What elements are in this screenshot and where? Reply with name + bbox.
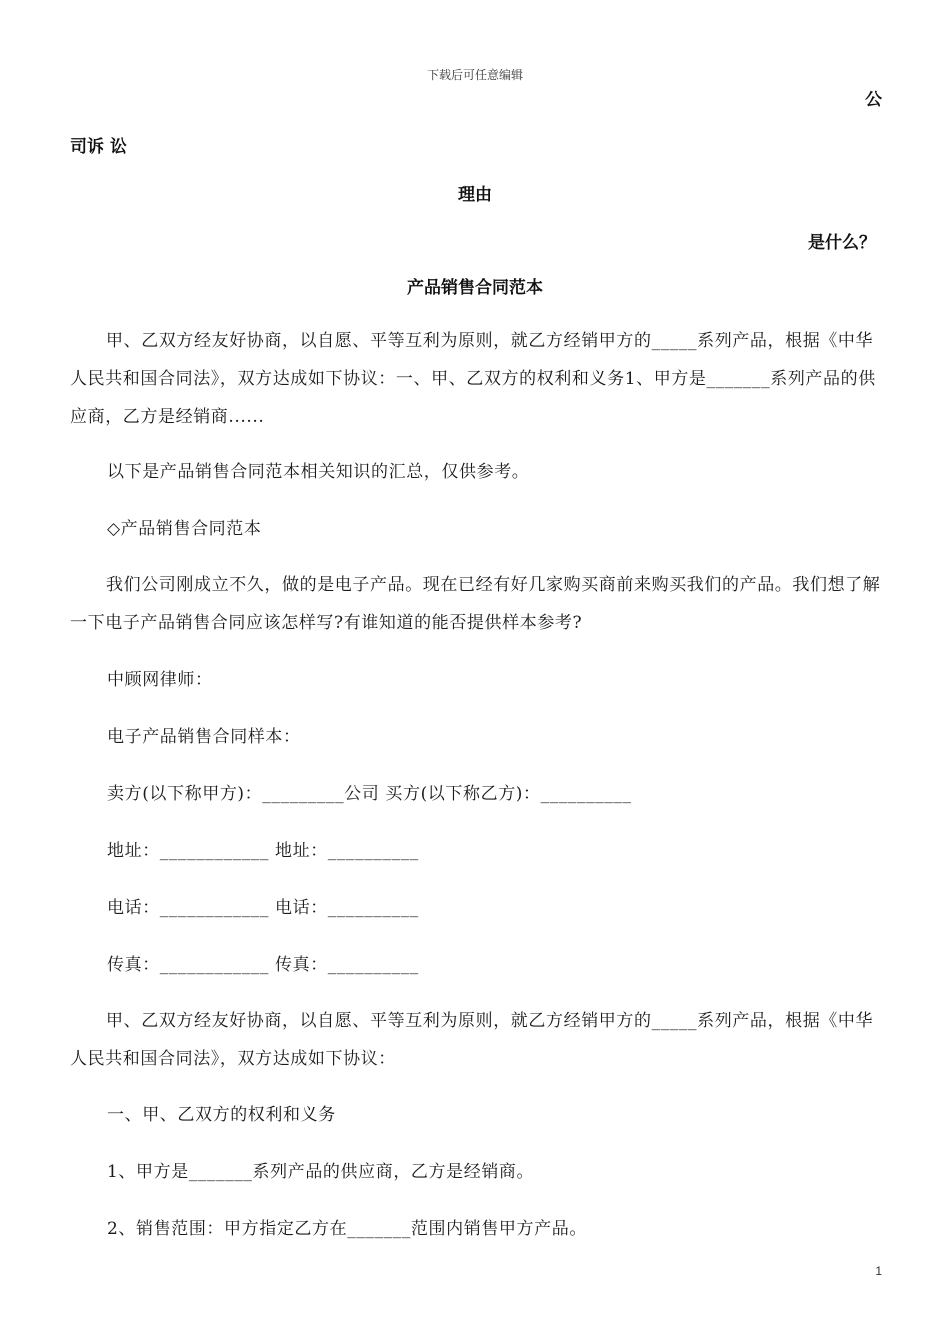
- answer-from: 中顾网律师：: [107, 670, 213, 690]
- title-fragment-liyou: 理由: [458, 185, 492, 205]
- parties-line: 卖方(以下称甲方)：_________公司 买方(以下称乙方)：__________: [107, 784, 632, 804]
- summary-line: 以下是产品销售合同范本相关知识的汇总，仅供参考。: [107, 462, 530, 482]
- header-note: 下载后可任意编辑: [426, 68, 523, 82]
- page-number: 1: [875, 1264, 882, 1278]
- section-heading: ◇产品销售合同范本: [107, 519, 262, 539]
- question-paragraph: 我们公司刚成立不久，做的是电子产品。现在已经有好几家购买商前来购买我们的产品。我们想了解一下电子产品销售合同应该怎样写?有谁知道的能否提供样本参考?: [70, 575, 881, 633]
- title-fragment-sisong: 司诉 讼: [70, 137, 127, 157]
- clause-heading: 一、甲、乙双方的权利和义务: [107, 1105, 336, 1125]
- title-fragment-shishenme: 是什么？: [808, 233, 876, 253]
- title-fragment-gong: 公: [865, 90, 882, 110]
- document-title: 产品销售合同范本: [407, 278, 543, 298]
- agreement-paragraph: 甲、乙双方经友好协商，以自愿、平等互利为原则，就乙方经销甲方的_____系列产品，根据《中华人民共和国合同法》，双方达成如下协议：: [70, 1011, 874, 1069]
- fax-line: 传真：____________ 传真：__________: [107, 955, 419, 975]
- sample-title: 电子产品销售合同样本：: [107, 727, 301, 747]
- clause-2: 2、销售范围：甲方指定乙方在_______范围内销售甲方产品。: [107, 1219, 587, 1239]
- phone-line: 电话：____________ 电话：__________: [107, 898, 419, 918]
- intro-paragraph: 甲、乙双方经友好协商，以自愿、平等互利为原则，就乙方经销甲方的_____系列产品，根据《中华人民共和国合同法》，双方达成如下协议：一、甲、乙双方的权利和义务1、甲方是_______系列产品的供应商，乙方是经销商......: [70, 331, 876, 427]
- clause-1: 1、甲方是_______系列产品的供应商，乙方是经销商。: [107, 1162, 535, 1182]
- address-line: 地址：____________ 地址：__________: [107, 841, 419, 861]
